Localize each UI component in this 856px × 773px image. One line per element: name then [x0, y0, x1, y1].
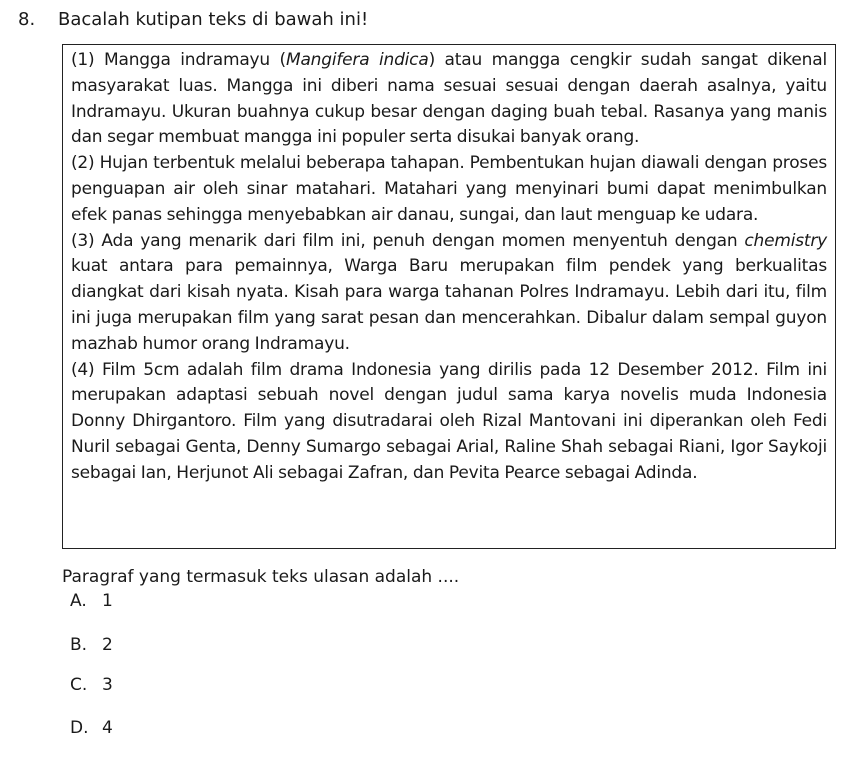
scientific-name: Mangifera indica [285, 50, 429, 70]
option-letter: D. [70, 718, 89, 738]
paragraph-4: (4) Film 5cm adalah film drama Indonesia yang dirilis pada 12 Desember 2012. Film ini merupakan adaptasi sebuah novel dengan judul sama karya novelis muda Indonesia Donny Dhirgantoro. Film yang disutradarai oleh Rizal Mantovani ini diperankan oleh Fedi Nuril sebagai Genta, Denny Sumargo sebagai Arial, Raline Shah sebagai Riani, Igor Saykoji sebagai Ian, Herjunot Ali sebagai Zafran, dan Pevita Pearce sebagai Adinda. [71, 359, 827, 483]
question-number: 8. [18, 9, 36, 30]
option-letter: A. [70, 591, 87, 611]
question-instruction: Bacalah kutipan teks di bawah ini! [58, 9, 369, 30]
paragraph-2: (2) Hujan terbentuk melalui beberapa tahapan. Pembentukan hujan diawali dengan proses penguapan air oleh sinar matahari. Matahari yang menyinari bumi dapat menimbulkan efek panas sehingga menyebabkan air danau, sungai, dan laut menguap ke udara. [71, 153, 827, 225]
option-letter: B. [70, 635, 88, 655]
paragraph-1-text-start: (1) Mangga indramayu ( [71, 50, 286, 70]
paragraph-3-text-start: (3) Ada yang menarik dari film ini, penuh dengan momen menyentuh dengan [71, 230, 745, 251]
option-a[interactable] [70, 589, 113, 613]
option-d[interactable] [70, 716, 113, 740]
italic-term: chemistry [744, 230, 827, 251]
paragraph-1-text-end: ) atau mangga cengkir sudah sangat dikenal masyarakat luas. Mangga ini diberi nama sesuai sesuai dengan daerah asalnya, yaitu Indramayu. Ukuran buahnya cukup besar dengan daging buah tebal. Rasanya yang manis dan segar membuat mangga ini populer serta disukai banyak orang. [71, 50, 827, 148]
paragraph-3 [71, 229, 827, 358]
option-letter: C. [70, 675, 88, 695]
excerpt-box [62, 44, 836, 549]
paragraph-3-text-end: kuat antara para pemainnya, Warga Baru merupakan film pendek yang berkualitas diangkat dari kisah nyata. Kisah para warga tahanan Polres Indramayu. Lebih dari itu, film ini juga merupakan film yang sarat pesan dan mencerahkan. Dibalur dalam sempal guyon mazhab humor orang Indramayu. [71, 256, 827, 354]
question-prompt: Paragraf yang termasuk teks ulasan adalah .... [62, 567, 460, 587]
option-value: 3 [102, 675, 113, 695]
option-c[interactable] [70, 673, 113, 697]
option-b[interactable] [70, 633, 113, 657]
option-value: 2 [102, 635, 113, 655]
question-header [18, 8, 368, 32]
option-value: 1 [102, 591, 113, 611]
option-value: 4 [102, 718, 113, 738]
paragraph-1 [71, 48, 827, 151]
